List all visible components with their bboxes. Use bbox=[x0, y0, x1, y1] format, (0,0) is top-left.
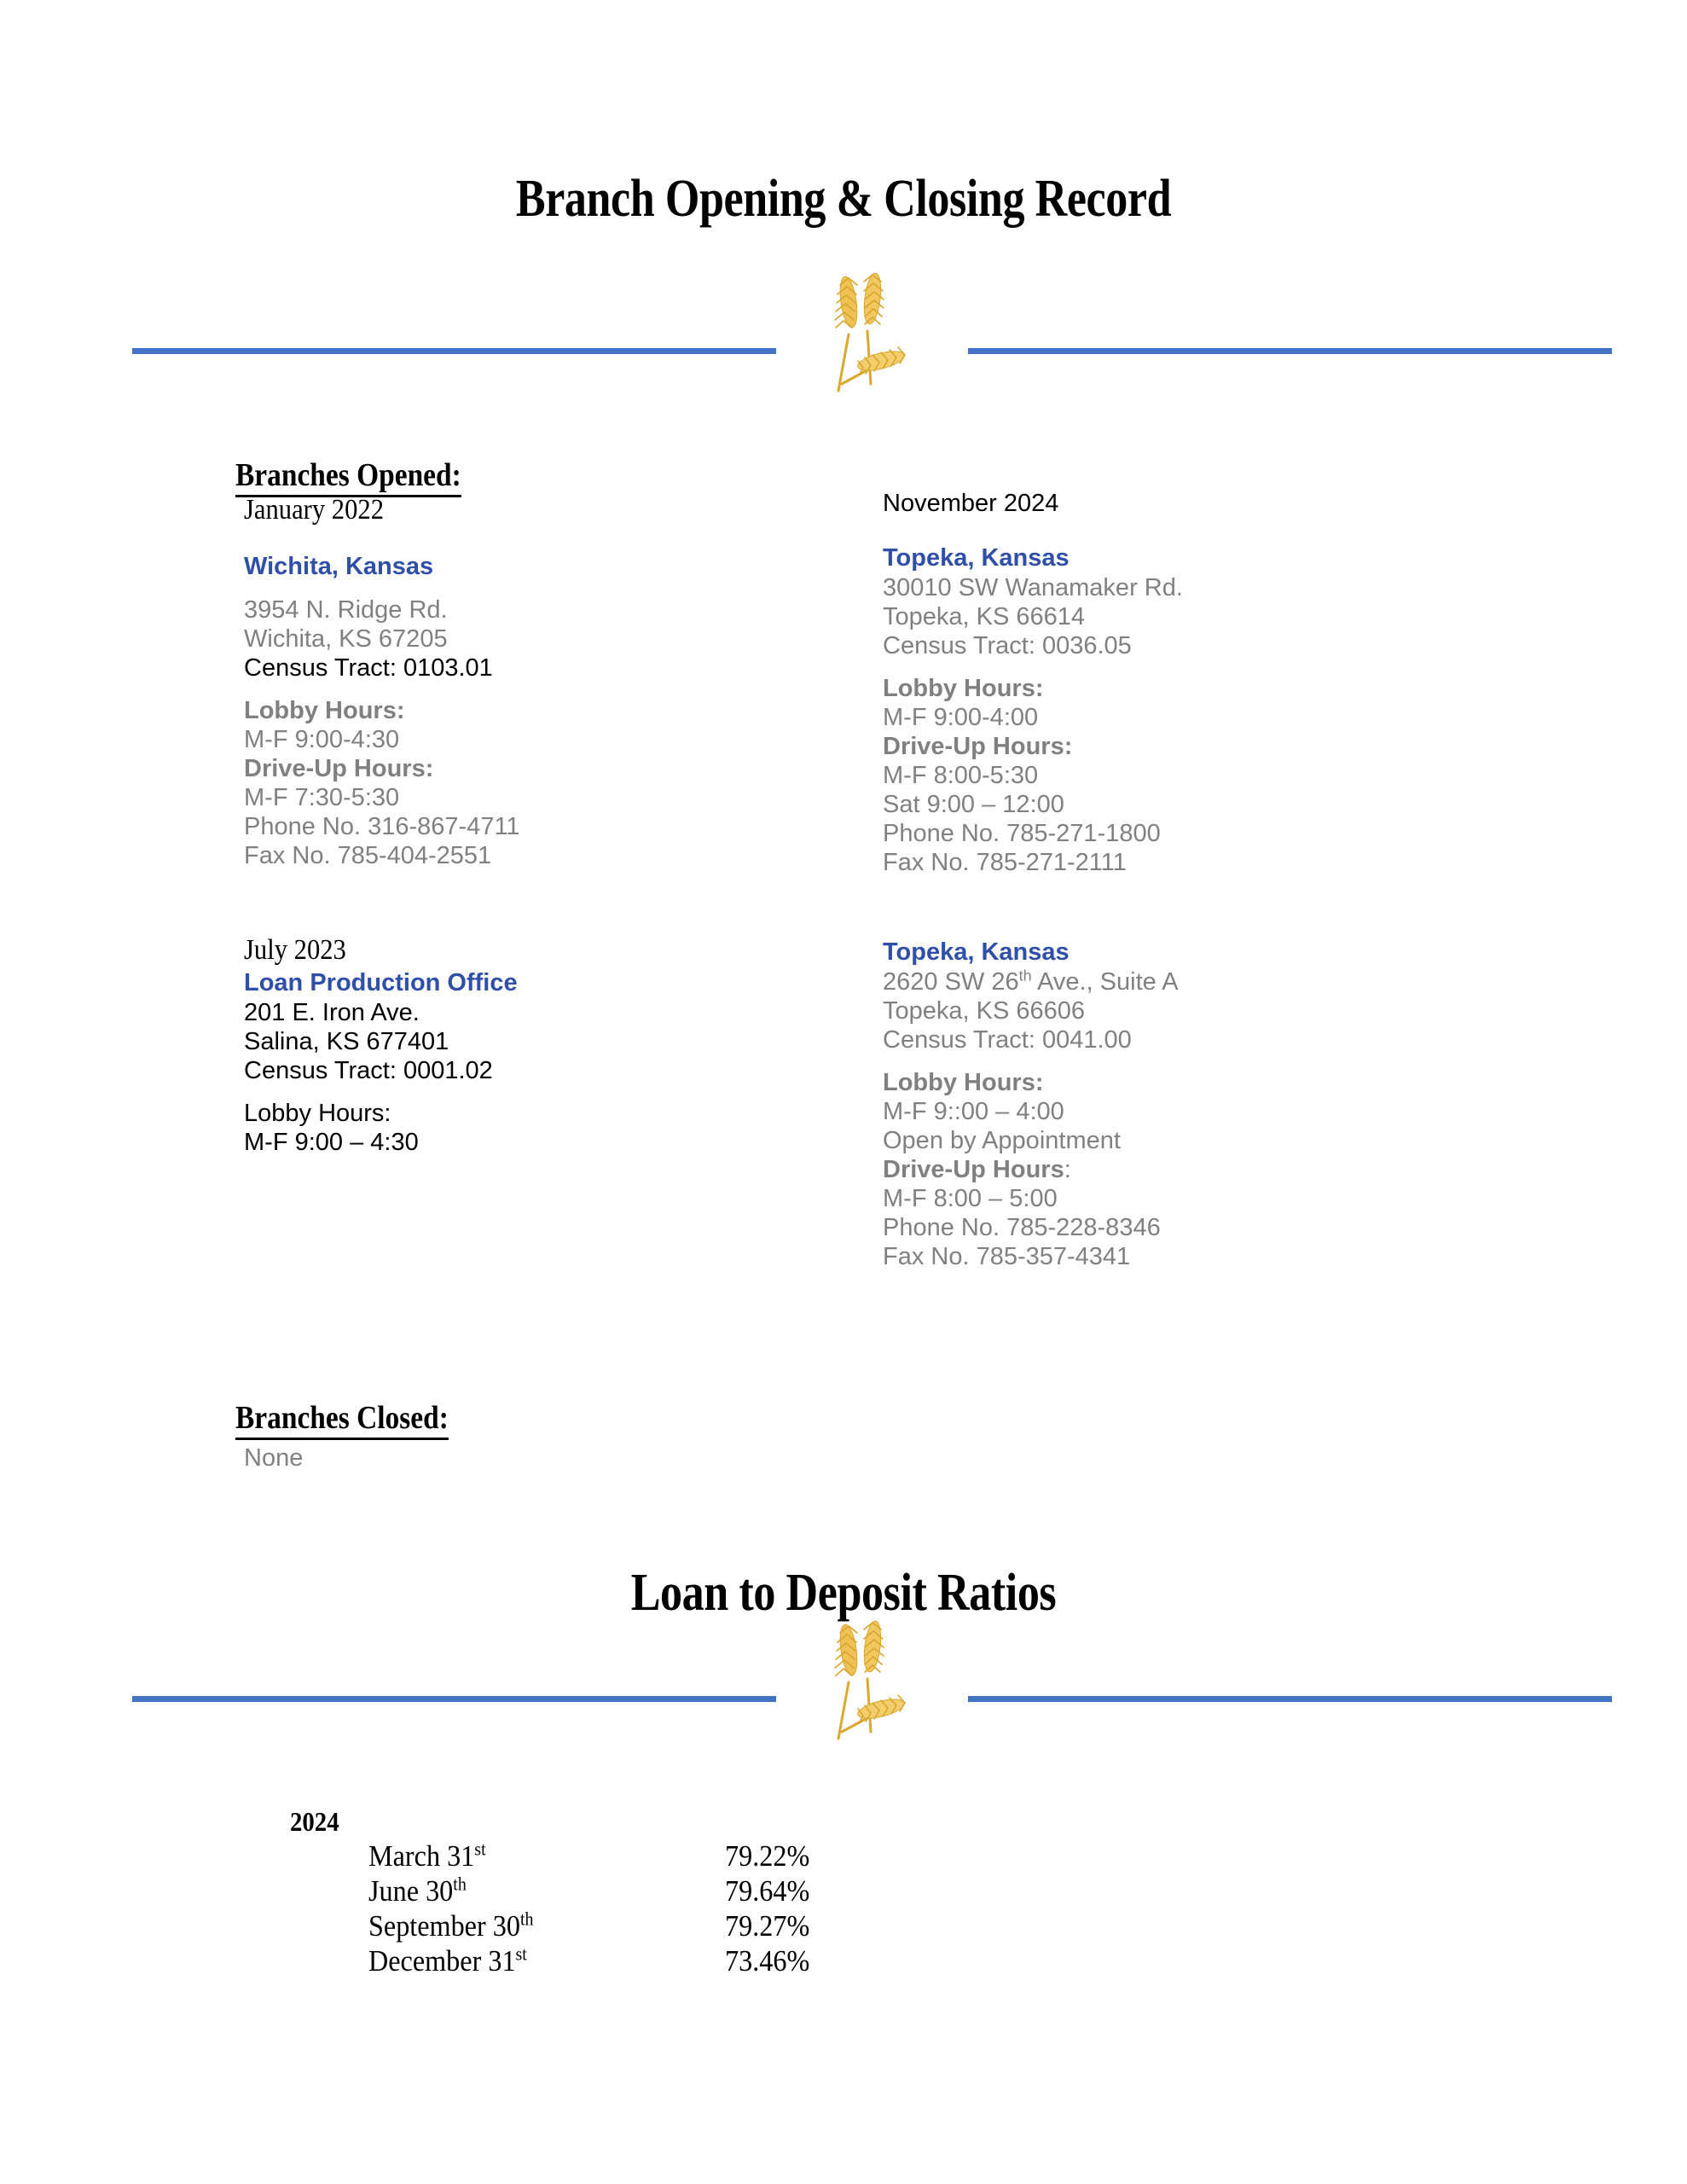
appointment-note: Open by Appointment bbox=[883, 1127, 1121, 1154]
open-date-november-2024: November 2024 bbox=[883, 490, 1059, 517]
lobby-hours-value: M-F 9:00 – 4:30 bbox=[244, 1129, 419, 1156]
branch-fax: Fax No. 785-404-2551 bbox=[244, 842, 492, 869]
lobby-hours-value: M-F 9::00 – 4:00 bbox=[883, 1098, 1064, 1125]
branch-block-topeka-wanamaker bbox=[883, 543, 1429, 877]
ratio-month: June bbox=[368, 1874, 426, 1908]
driveup-hours-label: Drive-Up Hours: bbox=[244, 755, 434, 782]
branch-name-topeka: Topeka, Kansas bbox=[883, 938, 1070, 966]
divider-rule-left bbox=[132, 348, 776, 354]
branch-address-line-2: Topeka, KS 66606 bbox=[883, 997, 1086, 1025]
branch-block-wichita bbox=[244, 551, 790, 870]
page-title: Branch Opening & Closing Record bbox=[515, 170, 1172, 228]
divider-rule-right bbox=[968, 1696, 1612, 1702]
open-date-january-2022: January 2022 bbox=[244, 494, 385, 526]
lobby-hours-value: M-F 9:00-4:00 bbox=[883, 704, 1039, 731]
table-row bbox=[290, 1908, 817, 1943]
lobby-hours-value: M-F 9:00-4:30 bbox=[244, 726, 400, 753]
wheat-sheaf-icon bbox=[789, 1604, 925, 1749]
branch-block-topeka-26th bbox=[883, 937, 1429, 1271]
ratio-month: December bbox=[368, 1944, 489, 1978]
driveup-hours-label-text: Drive-Up Hours bbox=[883, 1156, 1064, 1183]
header-divider-1 bbox=[0, 256, 1687, 401]
branch-block-salina bbox=[244, 967, 790, 1157]
ratio-period-label bbox=[290, 1943, 690, 1978]
header-divider-2 bbox=[0, 1604, 1687, 1749]
ratio-ordinal-suffix: th bbox=[519, 1908, 534, 1930]
address-text-pre: 2620 SW 26 bbox=[883, 968, 1019, 996]
branch-phone: Phone No. 316-867-4711 bbox=[244, 813, 520, 840]
ratio-month: March bbox=[368, 1839, 448, 1873]
driveup-hours-label bbox=[883, 1155, 1429, 1184]
branches-opened-right-column bbox=[883, 488, 1429, 1271]
ratio-value: 79.64% bbox=[725, 1874, 810, 1908]
ratio-day: 30 bbox=[492, 1909, 520, 1943]
divider-rule-left bbox=[132, 1696, 776, 1702]
driveup-hours-value: M-F 8:00 – 5:00 bbox=[883, 1185, 1058, 1212]
branch-address-line-2: Salina, KS 677401 bbox=[244, 1028, 449, 1055]
ratio-period-label bbox=[290, 1838, 690, 1873]
driveup-hours-label-colon: : bbox=[1064, 1156, 1071, 1183]
ratio-period-label bbox=[290, 1873, 690, 1908]
table-row bbox=[290, 1873, 817, 1908]
lobby-hours-label: Lobby Hours: bbox=[244, 1100, 391, 1127]
ratio-day: 31 bbox=[447, 1839, 475, 1873]
branch-address-line-1 bbox=[883, 967, 1429, 996]
branch-address-line-2: Topeka, KS 66614 bbox=[883, 603, 1086, 630]
branch-address-line-1: 201 E. Iron Ave. bbox=[244, 999, 420, 1026]
branch-census-tract: Census Tract: 0041.00 bbox=[883, 1026, 1132, 1054]
divider-rule-right bbox=[968, 348, 1612, 354]
saturday-hours-value: Sat 9:00 – 12:00 bbox=[883, 791, 1064, 818]
branches-closed-value: None bbox=[244, 1444, 304, 1472]
ratio-day: 31 bbox=[488, 1944, 516, 1978]
branch-phone: Phone No. 785-228-8346 bbox=[883, 1214, 1161, 1241]
ratio-day: 30 bbox=[426, 1874, 454, 1908]
lobby-hours-label: Lobby Hours: bbox=[883, 675, 1044, 702]
ratio-value: 79.27% bbox=[725, 1909, 810, 1943]
driveup-hours-value: M-F 7:30-5:30 bbox=[244, 784, 400, 811]
branches-closed-heading: Branches Closed: bbox=[235, 1399, 449, 1440]
branch-fax: Fax No. 785-357-4341 bbox=[883, 1243, 1131, 1270]
branch-census-tract: Census Tract: 0001.02 bbox=[244, 1057, 493, 1084]
loan-to-deposit-ratios-table bbox=[290, 1804, 817, 1978]
driveup-hours-value: M-F 8:00-5:30 bbox=[883, 762, 1039, 789]
ratio-period-label bbox=[290, 1908, 690, 1943]
branch-address-line-1: 3954 N. Ridge Rd. bbox=[244, 596, 448, 624]
branches-opened-left-column bbox=[244, 493, 790, 1157]
branch-address-line-2: Wichita, KS 67205 bbox=[244, 625, 448, 653]
branch-phone: Phone No. 785-271-1800 bbox=[883, 820, 1161, 847]
driveup-hours-label: Drive-Up Hours: bbox=[883, 733, 1073, 760]
ratio-month: September bbox=[368, 1909, 493, 1943]
branch-census-tract: Census Tract: 0103.01 bbox=[244, 654, 493, 682]
branch-name-loan-production-office: Loan Production Office bbox=[244, 969, 518, 996]
branch-name-wichita: Wichita, Kansas bbox=[244, 553, 434, 580]
open-date-july-2023: July 2023 bbox=[244, 934, 346, 966]
branch-fax: Fax No. 785-271-2111 bbox=[883, 849, 1127, 876]
ratios-title: Loan to Deposit Ratios bbox=[630, 1564, 1057, 1622]
ratio-ordinal-suffix: th bbox=[453, 1873, 467, 1895]
ratio-ordinal-suffix: st bbox=[474, 1838, 486, 1860]
branch-address-line-1: 30010 SW Wanamaker Rd. bbox=[883, 574, 1183, 601]
branch-name-topeka: Topeka, Kansas bbox=[883, 544, 1070, 572]
table-row bbox=[290, 1943, 817, 1978]
ratio-ordinal-suffix: st bbox=[515, 1943, 527, 1965]
ratio-value: 79.22% bbox=[725, 1839, 810, 1873]
ratio-year-label: 2024 bbox=[290, 1806, 339, 1837]
branch-census-tract: Census Tract: 0036.05 bbox=[883, 632, 1132, 659]
address-ordinal-suffix: th bbox=[1018, 967, 1032, 985]
wheat-sheaf-icon bbox=[789, 256, 925, 401]
lobby-hours-label: Lobby Hours: bbox=[244, 697, 405, 724]
ratio-value: 73.46% bbox=[725, 1944, 810, 1978]
branches-opened-heading: Branches Opened: bbox=[235, 456, 461, 497]
address-text-post: Ave., Suite A bbox=[1031, 968, 1179, 996]
lobby-hours-label: Lobby Hours: bbox=[883, 1069, 1044, 1096]
table-row bbox=[290, 1838, 817, 1873]
